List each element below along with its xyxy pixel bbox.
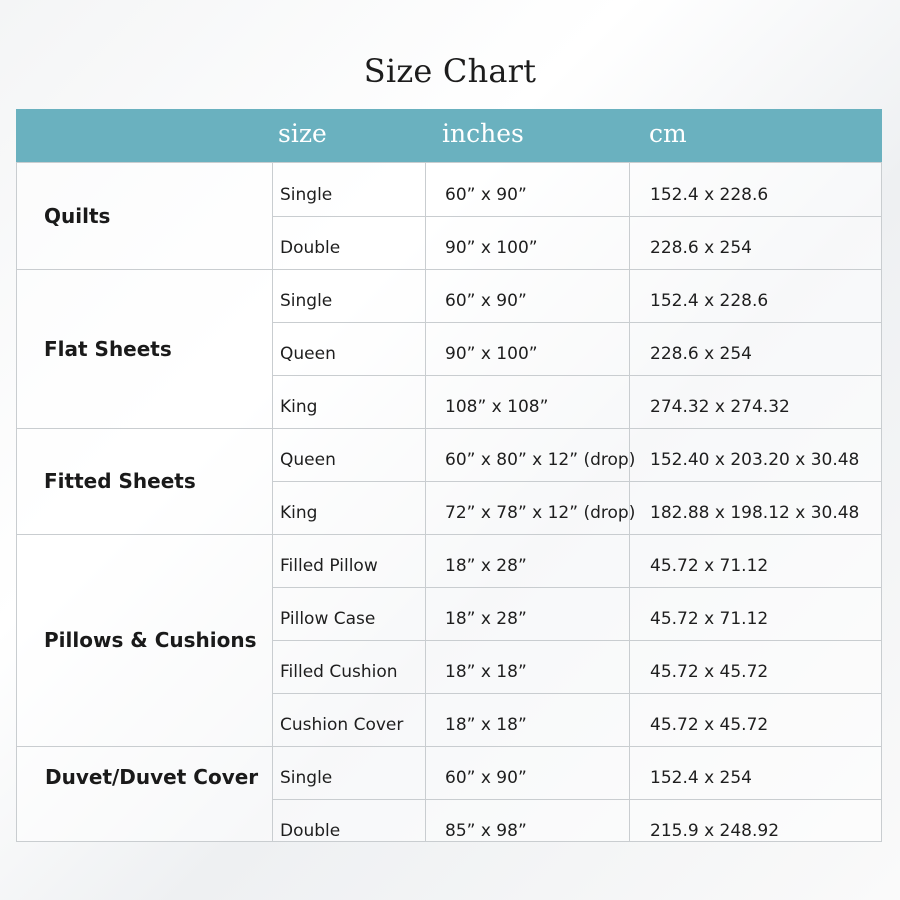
cell-inches: 72” x 78” x 12” (drop) (445, 503, 636, 523)
cell-inches: 60” x 90” (445, 185, 527, 205)
cell-size: Single (280, 185, 333, 205)
cell-size: Double (280, 821, 341, 841)
cell-size: Pillow Case (280, 609, 376, 629)
page-title: Size Chart (363, 52, 537, 90)
row-divider (272, 587, 881, 588)
group-divider (17, 428, 881, 429)
cell-cm: 45.72 x 71.12 (650, 556, 769, 576)
cell-cm: 215.9 x 248.92 (650, 821, 780, 841)
table-header (16, 109, 882, 162)
header-inches: inches (442, 119, 524, 148)
cell-size: Single (280, 291, 333, 311)
cell-size: Single (280, 768, 333, 788)
cell-cm: 274.32 x 274.32 (650, 397, 790, 417)
cell-inches: 90” x 100” (445, 344, 538, 364)
cell-cm: 152.4 x 254 (650, 768, 752, 788)
cell-inches: 85” x 98” (445, 821, 527, 841)
group-divider (17, 746, 881, 747)
cell-size: King (280, 397, 318, 417)
row-divider (272, 375, 881, 376)
cell-inches: 18” x 28” (445, 609, 527, 629)
row-divider (272, 693, 881, 694)
cell-cm: 45.72 x 71.12 (650, 609, 769, 629)
cell-cm: 45.72 x 45.72 (650, 715, 769, 735)
cell-inches: 18” x 28” (445, 556, 527, 576)
column-divider (629, 163, 630, 841)
group-divider (17, 534, 881, 535)
cell-inches: 60” x 80” x 12” (drop) (445, 450, 636, 470)
row-divider (272, 799, 881, 800)
cell-size: Queen (280, 344, 336, 364)
category-label: Flat Sheets (44, 336, 172, 361)
cell-cm: 228.6 x 254 (650, 238, 752, 258)
cell-size: Double (280, 238, 341, 258)
cell-cm: 152.40 x 203.20 x 30.48 (650, 450, 860, 470)
cell-size: Filled Pillow (280, 556, 378, 576)
cell-cm: 152.4 x 228.6 (650, 185, 769, 205)
header-cm: cm (649, 119, 687, 148)
category-label: Duvet/Duvet Cover (45, 765, 259, 789)
cell-size: Cushion Cover (280, 715, 404, 735)
row-divider (272, 216, 881, 217)
cell-size: King (280, 503, 318, 523)
row-divider (272, 481, 881, 482)
cell-size: Queen (280, 450, 336, 470)
header-size: size (278, 119, 327, 148)
cell-inches: 90” x 100” (445, 238, 538, 258)
size-table (16, 162, 882, 842)
row-divider (272, 322, 881, 323)
cell-cm: 45.72 x 45.72 (650, 662, 769, 682)
row-divider (272, 640, 881, 641)
cell-cm: 228.6 x 254 (650, 344, 752, 364)
cell-inches: 60” x 90” (445, 291, 527, 311)
category-label: Pillows & Cushions (44, 628, 257, 652)
category-label: Quilts (44, 204, 111, 228)
cell-inches: 108” x 108” (445, 397, 549, 417)
cell-inches: 18” x 18” (445, 715, 527, 735)
cell-size: Filled Cushion (280, 662, 398, 682)
column-divider (272, 163, 273, 841)
cell-cm: 152.4 x 228.6 (650, 291, 769, 311)
column-divider (425, 163, 426, 841)
group-divider (17, 269, 881, 270)
cell-inches: 18” x 18” (445, 662, 527, 682)
cell-inches: 60” x 90” (445, 768, 527, 788)
category-label: Fitted Sheets (44, 469, 196, 493)
cell-cm: 182.88 x 198.12 x 30.48 (650, 503, 860, 523)
